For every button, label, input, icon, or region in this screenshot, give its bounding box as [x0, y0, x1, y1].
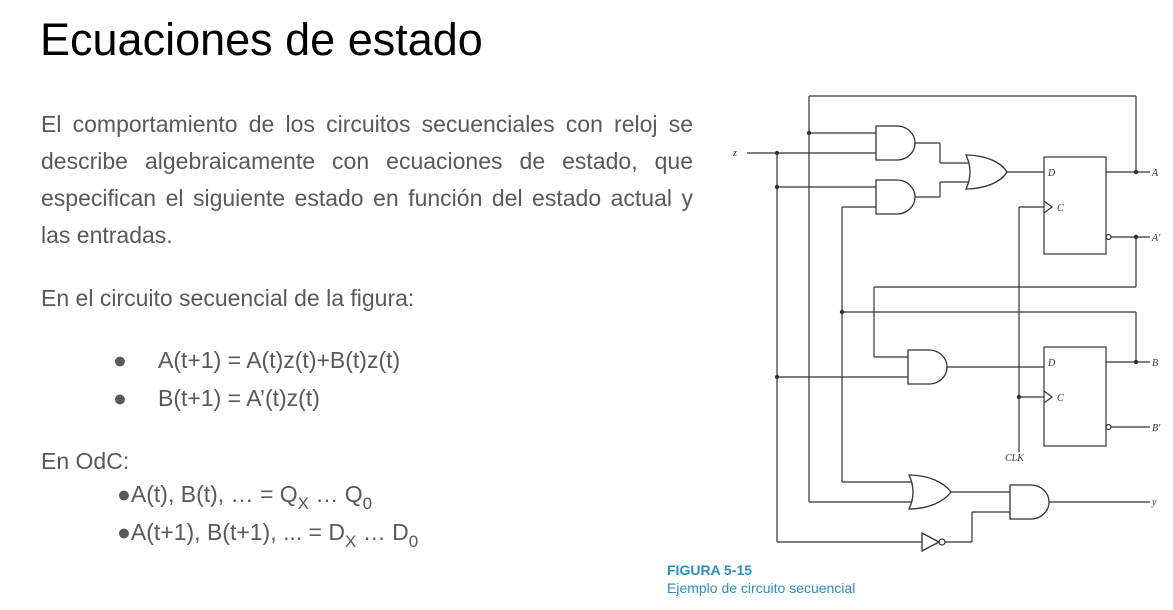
label-output-a: A — [1152, 168, 1159, 179]
label-output-a-not: A′ — [1152, 233, 1161, 244]
label-d-a: D — [1048, 168, 1056, 179]
flip-flop-a-complement-bubble — [1106, 235, 1111, 240]
figure-caption-title: FIGURA 5-15 — [667, 562, 753, 578]
or-gate-a — [966, 155, 1007, 189]
label-d-b: D — [1048, 358, 1056, 369]
bullet-icon: ● — [113, 385, 127, 411]
and-gate-y — [1010, 485, 1049, 519]
state-equation-a: ● A(t+1) = A(t)z(t)+B(t)z(t) — [113, 341, 400, 379]
and-gate-b — [908, 350, 947, 384]
label-clk: CLK — [1005, 453, 1024, 464]
label-output-y: y — [1152, 497, 1157, 508]
figure-caption — [667, 561, 855, 597]
state-equation-b: ● B(t+1) = A’(t)z(t) — [113, 379, 400, 417]
label-c-a: C — [1057, 203, 1064, 214]
flip-flop-b-complement-bubble — [1106, 425, 1111, 430]
figure-reference-paragraph: En el circuito secuencial de la figura: — [41, 285, 415, 311]
label-output-b: B — [1152, 358, 1159, 369]
slide-title: Ecuaciones de estado — [40, 14, 483, 65]
label-c-b: C — [1057, 393, 1064, 404]
odc-line-next-state: ●A(t+1), B(t+1), ... = $D_X$ … $D_0$ — [117, 519, 419, 551]
and-gate-1 — [876, 126, 915, 160]
bullet-icon: ● — [113, 347, 127, 373]
odc-label: En OdC: — [41, 448, 130, 474]
odc-line-current-state: ●A(t), B(t), … = $Q_X$ … $Q_0$ — [117, 481, 373, 513]
figure-caption-subtitle: Ejemplo de circuito secuencial — [667, 580, 856, 596]
label-input-z: z — [733, 148, 737, 159]
intro-paragraph: El comportamiento de los circuitos secuenciales con reloj se describe algebraicamente con ecuaciones de estado, que especifican el siguiente estado en función del estado actual y las entradas. — [41, 111, 693, 248]
and-gate-2 — [876, 180, 915, 214]
or-gate-y — [909, 475, 951, 509]
label-output-b-not: B′ — [1152, 423, 1161, 434]
inverter-gate — [922, 533, 939, 551]
